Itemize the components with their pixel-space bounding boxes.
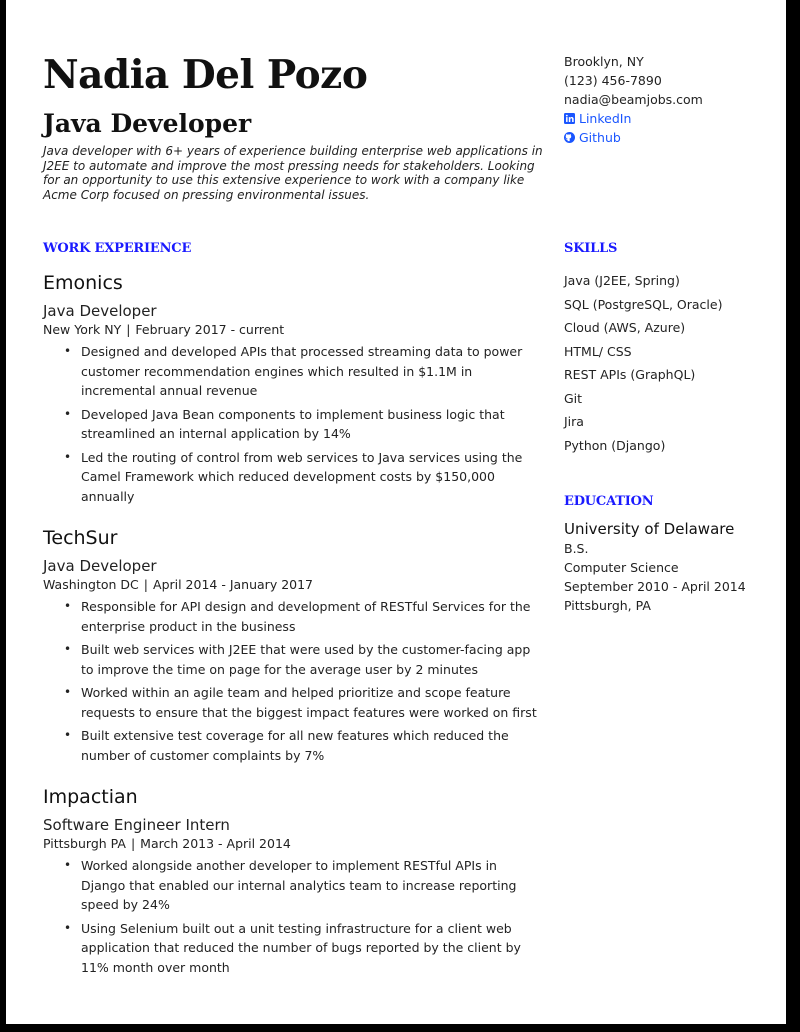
job-entry: [43, 785, 543, 977]
skill-item: Java (J2EE, Spring): [564, 273, 680, 288]
job-dates: February 2017 - current: [135, 322, 285, 337]
skill-item: SQL (PostgreSQL, Oracle): [564, 296, 723, 312]
bullet-text: Led the routing of control from web services to Java services using the Camel Framework which reduced development costs by $150,000 annually: [81, 449, 523, 504]
list-item: [43, 856, 543, 915]
education-dates: September 2010 - April 2014: [564, 579, 746, 594]
job-dates: March 2013 - April 2014: [140, 836, 291, 851]
job-title: Java Developer: [43, 302, 157, 320]
job-company: Impactian: [43, 786, 138, 808]
bullet-dot: •: [64, 858, 72, 872]
resume-page: [6, 0, 786, 1024]
education-section: [564, 494, 774, 615]
job-location: Pittsburgh PA: [43, 836, 126, 851]
meta-separator: |: [126, 322, 131, 337]
job-location: New York NY: [43, 322, 122, 337]
contact-phone: (123) 456-7890: [564, 73, 662, 88]
bullet-dot: •: [64, 920, 72, 935]
job-meta: [43, 576, 543, 593]
skill-item: HTML/ CSS: [564, 343, 632, 359]
list-item: [43, 342, 543, 401]
job-title: Java Developer: [43, 557, 157, 575]
contact-email[interactable]: nadia@beamjobs.com: [564, 92, 703, 107]
bullet-text: Built web services with J2EE that were used by the customer-facing app to improve the time on page for the average user by 2 minutes: [81, 642, 531, 677]
linkedin-link[interactable]: [564, 109, 774, 128]
github-icon: [564, 132, 575, 143]
bullet-text: Using Selenium built out a unit testing infrastructure for a client web application that reduced the number of bugs reported by the client by 11% month over month: [81, 920, 521, 975]
contact-block: [564, 52, 774, 147]
skill-item: Cloud (AWS, Azure): [564, 320, 686, 335]
work-experience-heading: WORK EXPERIENCE: [43, 241, 192, 256]
bullet-text: Built extensive test coverage for all new features which reduced the number of customer complaints by 7%: [81, 728, 509, 763]
list-item: [43, 597, 543, 636]
work-experience-section: [43, 241, 543, 995]
education-field: Computer Science: [564, 560, 679, 575]
skill-item: REST APIs (GraphQL): [564, 367, 696, 382]
list-item: [43, 640, 543, 679]
github-link[interactable]: [564, 128, 774, 147]
skill-item: Python (Django): [564, 437, 666, 453]
bullet-text: Designed and developed APIs that processed streaming data to power customer recommendation engines which resulted in $1.1M in incremental annual revenue: [81, 344, 523, 398]
job-company: TechSur: [43, 527, 118, 549]
bullet-dot: •: [64, 406, 72, 421]
summary-text: Java developer with 6+ years of experience building enterprise web applications in J2EE to automate and improve the most pressing needs for stakeholders. Looking for an opportunity to use this extensive experience to work with a company like Acme Corp focused on pressing environmental issues.: [43, 144, 543, 202]
bullet-text: Worked alongside another developer to implement RESTful APIs in Django that enabled our internal analytics team to increase reporting speed by 24%: [81, 858, 517, 912]
meta-separator: |: [130, 836, 136, 851]
list-item: [43, 726, 543, 765]
job-dates: April 2014 - January 2017: [153, 577, 314, 592]
skills-heading: SKILLS: [564, 241, 618, 256]
bullet-dot: •: [64, 728, 72, 742]
list-item: [43, 683, 543, 722]
job-location: Washington DC: [43, 577, 139, 592]
bullet-text: Worked within an agile team and helped prioritize and scope feature requests to ensure that the biggest impact features were worked on first: [81, 685, 537, 720]
education-school: University of Delaware: [564, 520, 735, 538]
job-meta: [43, 835, 543, 852]
bullet-dot: •: [64, 599, 72, 613]
bullet-text: Developed Java Bean components to implement business logic that streamlined an internal application by 14%: [81, 406, 505, 441]
bullet-dot: •: [64, 344, 72, 358]
candidate-name: Nadia Del Pozo: [43, 52, 368, 98]
education-heading: EDUCATION: [564, 494, 654, 509]
bullet-dot: •: [64, 449, 72, 464]
list-item: [43, 405, 543, 444]
skill-item: Git: [564, 390, 583, 406]
contact-location: Brooklyn, NY: [564, 54, 644, 69]
linkedin-label: LinkedIn: [579, 111, 632, 126]
job-entry: [43, 526, 543, 765]
job-title: Software Engineer Intern: [43, 816, 230, 834]
linkedin-icon: [564, 113, 575, 124]
list-item: [43, 919, 543, 978]
header-block: [43, 52, 543, 202]
job-company: Emonics: [43, 272, 123, 294]
education-degree: B.S.: [564, 541, 589, 556]
job-bullets: [43, 342, 543, 506]
job-bullets: [43, 597, 543, 765]
job-meta: [43, 321, 543, 338]
education-location: Pittsburgh, PA: [564, 598, 651, 613]
bullet-text: Responsible for API design and development of RESTful Services for the enterprise product in the business: [81, 599, 531, 634]
skills-section: [564, 241, 774, 457]
bullet-dot: •: [64, 642, 72, 656]
skills-list: [564, 269, 774, 457]
job-bullets: [43, 856, 543, 977]
bullet-dot: •: [64, 685, 72, 699]
list-item: [43, 448, 543, 507]
job-entry: [43, 271, 543, 506]
github-label: Github: [579, 130, 621, 145]
skill-item: Jira: [564, 414, 584, 429]
candidate-title: Java Developer: [43, 109, 252, 138]
meta-separator: |: [143, 577, 149, 592]
